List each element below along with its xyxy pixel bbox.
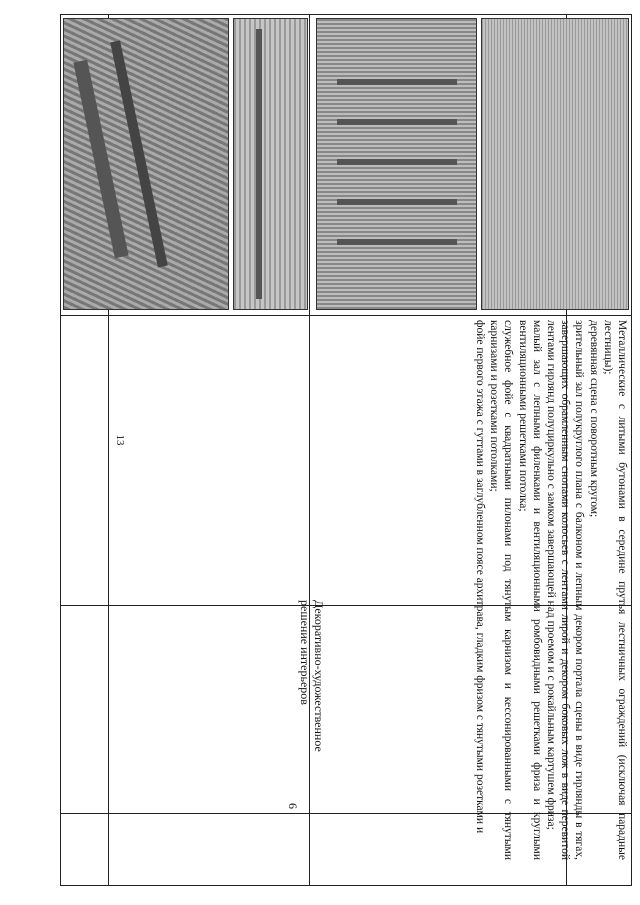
railing-photo: [233, 18, 308, 310]
wall-photo: [481, 18, 629, 310]
description-paragraph: служебное фойе с квадратными пилонами под тянутым карнизом и кессонированными с тянутыми карнизами и розетками потолками;: [488, 320, 515, 860]
description-paragraph: малый зал с лепными филенками и вентиляционными ромбовидными решетками фриза и круглыми вентиляционными решетками потолка;: [516, 320, 543, 860]
description-paragraph: зрительный зал полукруглого плана с балконом и лепным декором портала сцены в виде гирлянды в тягах, завершающих обрамленным снопами колосьев с лентами лирой и декором боковых лож в виде перевитой лентами гирлянд полуциркульно с замком завершающей над проемом и с рокайльным картушем фриза;: [544, 320, 586, 860]
facade-photo: [63, 18, 229, 310]
row-title: Декоративно-художественное решение интерьеров: [298, 600, 326, 752]
description-paragraph: фойе первого этажа с гуттами в заглубленном поясе архитрава, гладким фризом с тянутыми розетками и: [473, 320, 486, 834]
row-description: [309, 320, 629, 860]
description-paragraph: Металлические с литыми бутонами в середине прутья лестничных ограждений (исключая парадные лестницы);: [601, 320, 628, 860]
page-number: 13: [114, 434, 126, 446]
table-divider: [61, 315, 631, 316]
staircase-railing-photo: [316, 18, 477, 310]
description-paragraph: деревянная сцена с поворотным кругом;: [587, 320, 600, 518]
row-index: 6: [286, 803, 300, 809]
